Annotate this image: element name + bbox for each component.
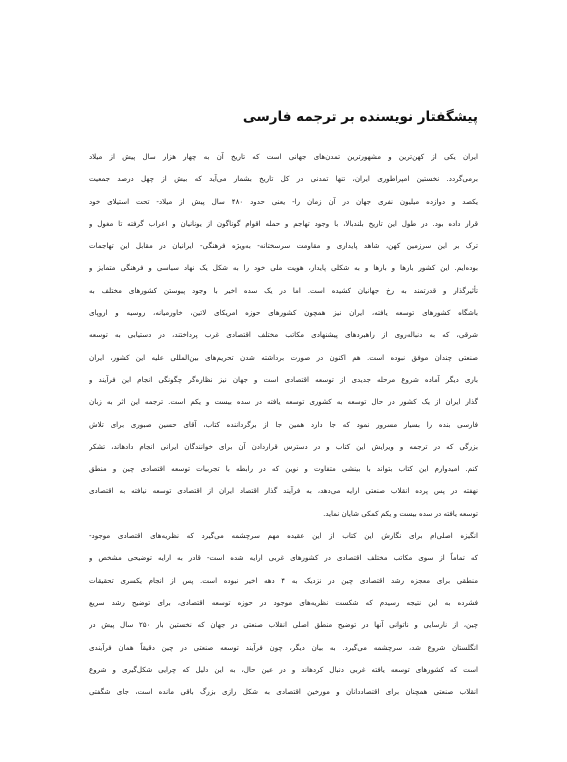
text-line: قرار داده بود. در طول این تاریخ بلندبالا، با وجود تهاجم و حمله اقوام گوناگون از یونانیان و اعراب گرفته تا مغول و: [89, 218, 478, 228]
text-line: توسعه یافته در سده بیست و یکم کمکی شایان نماید.: [323, 508, 478, 518]
text-line: شرقی، که به دنباله‌روی از راهبردهای پیشنهادی مکاتب مختلف اقتصادی غرب پرداختند، در دستیابی به توسعه: [89, 330, 478, 340]
text-line: باری دیگر آماده شروع مرحله جدیدی از توسعه اقتصادی است و جهان نیز نظاره‌گر چگونگی انجام این فرآیند و: [89, 374, 478, 384]
document-title: پیشگفتار نویسنده بر ترجمه فارسی: [242, 109, 478, 125]
document-body: [89, 146, 478, 703]
text-line: انقلاب صنعتی همچنان برای اقتصاددانان و مورخین اقتصادی به شکل رازی بزرگ باقی مانده است، جای شگفتی: [89, 687, 478, 697]
text-line: گذار ایران از یک کشور در حال توسعه به کشوری توسعه یافته در سده بیست و یکم است. ترجمه این اثر به زبان: [89, 397, 478, 407]
text-line: یکصد و دوازده میلیون نفری جهان در آن زمان را- یعنی حدود ۴۸۰ سال پیش از میلاد- تحت استیلای خود: [89, 196, 478, 206]
text-line: بزرگی که در ترجمه و ویرایش این کتاب و در دسترس قراردادن آن برای خوانندگان ایرانی انجام دادهاند، تشکر: [89, 441, 478, 451]
text-line: برمی‌گردد. نخستین امپراطوری ایران، تنها تمدنی در کل تاریخ بشمار می‌آید که بیش از چهل درصد جمعیت: [89, 174, 478, 184]
text-line: فارسی بنده را بسیار مسرور نمود که جا دارد همین جا از برگرداننده کتاب، آقای حسین صبوری برای تلاش: [89, 419, 478, 429]
text-line: انگیزه اصلی‌ام برای نگارش این کتاب از این عقیده مهم سرچشمه می‌گیرد که نظریه‌های اقتصادی موجود-: [89, 531, 478, 541]
text-line: است که کشورهای توسعه یافته غربی دنبال کردهاند و در عین حال، به این دلیل که چرایی شکل‌گیری و شروع: [89, 664, 478, 674]
text-line: منطقی برای معجزه رشد اقتصادی چین در نزدیک به ۴ دهه اخیر نبوده است. پس از انجام یکسری تحقیقات: [89, 575, 478, 585]
text-line: نهفته در پس پرده انقلاب صنعتی ارایه می‌دهد، به فرآیند گذار اقتصاد ایران از اقتصادی توسعه نیافته به اقتصادی: [89, 486, 478, 496]
text-line: ترک بر این سرزمین کهن، شاهد پایداری و مقاومت سرسختانه- به‌ویژه فرهنگی- ایرانیان در مقابل این تهاجمات: [89, 241, 478, 251]
text-line: فشرده به این نتیجه رسیدم که شکست نظریه‌های موجود در حوزه توسعه اقتصادی، برای توضیح رشد سریع: [89, 597, 478, 607]
text-line: باشگاه کشورهای توسعه یافته، ایران نیز همچون کشورهای حوزه امریکای لاتین، خاورمیانه، روسیه و اروپای: [89, 308, 478, 318]
text-line: چین، از نارسایی و ناتوانی آنها در توضیح منطق اصلی انقلاب صنعتی در جهان که نخستین بار ۲۵۰ سال پیش در: [89, 620, 478, 630]
text-line: تأثیرگذار و قدرتمند به رخ جهانیان کشیده است. اما در یک سده اخیر با وجود پیوستن کشورهای مختلف به: [89, 285, 478, 295]
text-line: که تماماً از سوی مکاتب مختلف اقتصادی در کشورهای غربی ارایه شده است- قادر به ارایه توضیحی مشخص و: [89, 553, 478, 563]
text-line: بوده‌ایم. این کشور بارها و بارها و به شکلی پایدار، هویت ملی خود را به شکل یک نهاد سیاسی و فرهنگی متمایز و: [89, 263, 478, 273]
text-line: انگلستان شروع شد، سرچشمه می‌گیرد. به بیان دیگر، چون فرآیند توسعه صنعتی در چین دقیقاً همان فرآیندی: [89, 642, 478, 652]
text-line: کنم. امیدوارم این کتاب بتواند با بینشی متفاوت و نوین که در رابطه با تجربیات توسعه اقتصادی چین و منطق: [89, 464, 478, 474]
text-line: ایران یکی از کهن‌ترین و مشهورترین تمدن‌های جهانی است که تاریخ آن به چهار هزار سال پیش از میلاد: [89, 152, 478, 161]
text-line: صنعتی چندان موفق نبوده است. هم اکنون در صورت برداشته شدن تحریم‌های بین‌المللی علیه این کشور، ایران: [89, 352, 478, 362]
